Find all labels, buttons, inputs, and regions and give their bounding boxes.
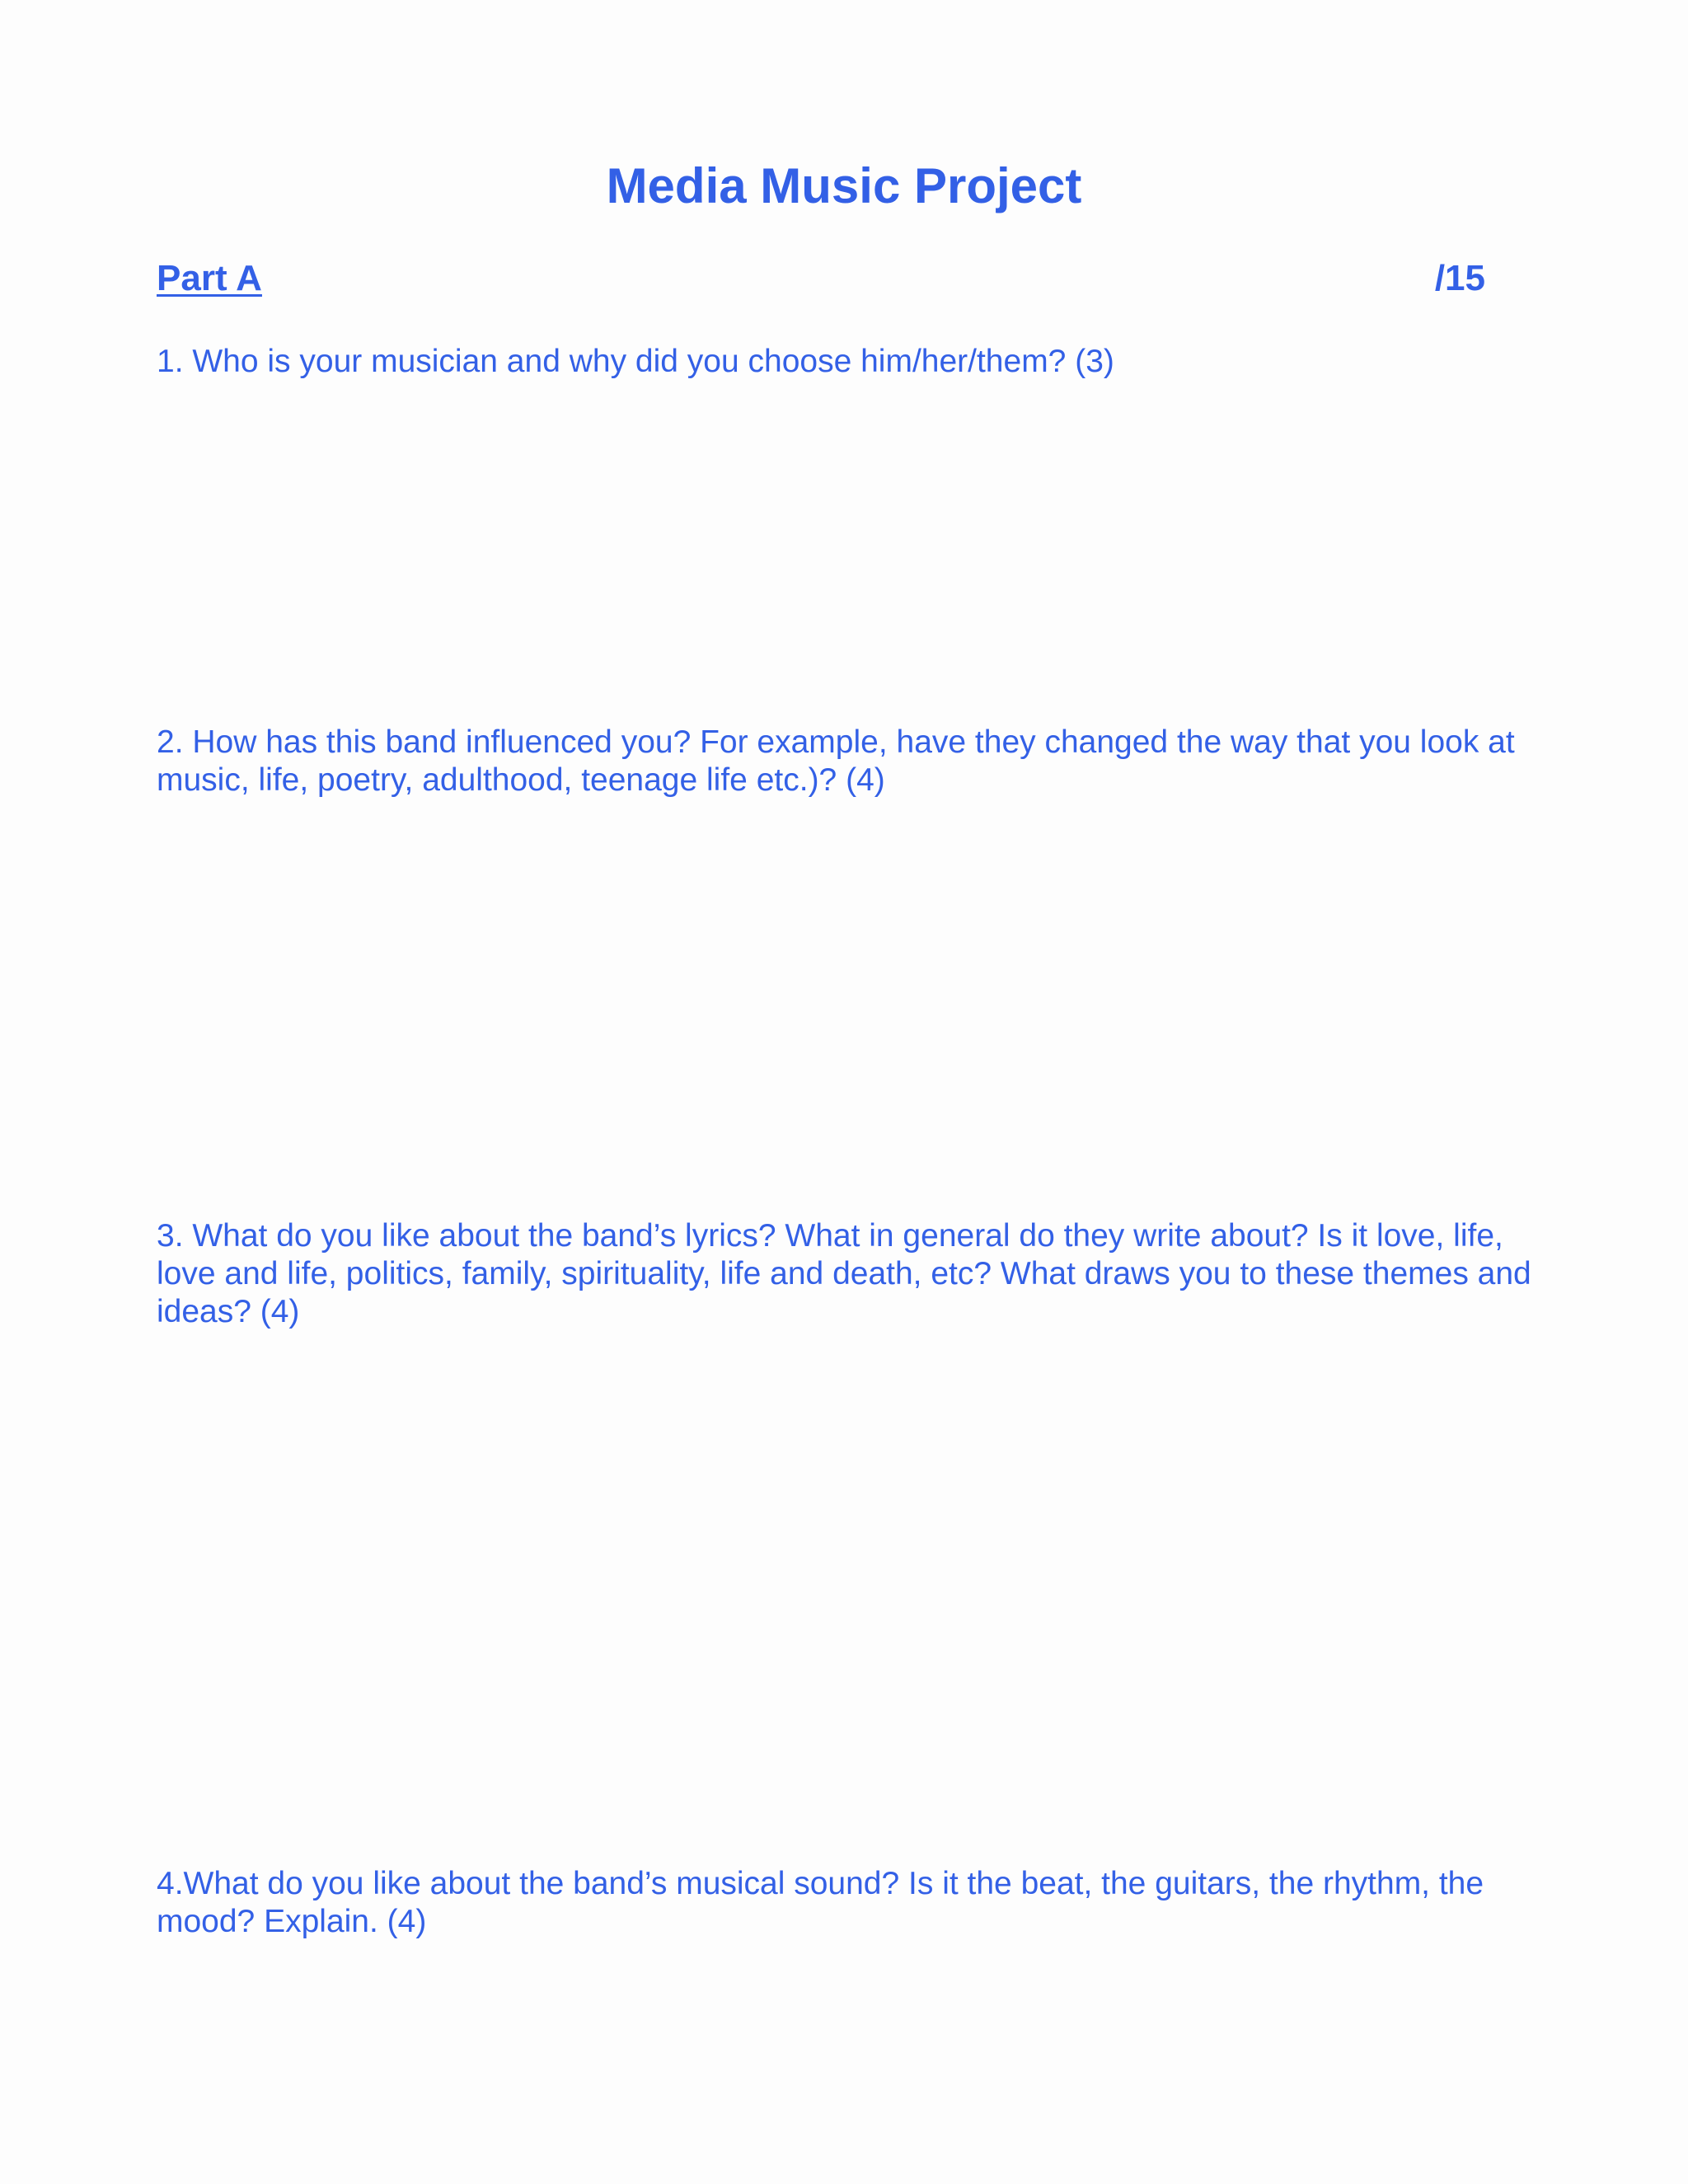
answer-space-2[interactable] — [157, 808, 1541, 1203]
answer-space-1[interactable] — [157, 387, 1541, 709]
question-3: 3. What do you like about the band’s lyrics? What in general do they write about? Is it love, life, love and life, politics, family, spirituality, life and death, etc? What draws you to these themes and ideas? (4) — [157, 1218, 1531, 1329]
document-title: Media Music Project — [606, 158, 1082, 213]
answer-space-4[interactable] — [157, 1949, 1541, 2163]
question-2: 2. How has this band influenced you? For example, have they changed the way that you look at music, life, poetry, adulthood, teenage life etc.)? (4) — [157, 724, 1515, 798]
answer-space-3[interactable] — [157, 1339, 1541, 1850]
question-4: 4.What do you like about the band’s musical sound? Is it the beat, the guitars, the rhythm, the mood? Explain. (4) — [157, 1866, 1484, 1939]
question-1: 1. Who is your musician and why did you choose him/her/them? (3) — [157, 344, 1114, 379]
section-score: /15 — [1434, 258, 1485, 298]
section-heading: Part A — [157, 258, 262, 298]
section-header — [157, 254, 1485, 303]
